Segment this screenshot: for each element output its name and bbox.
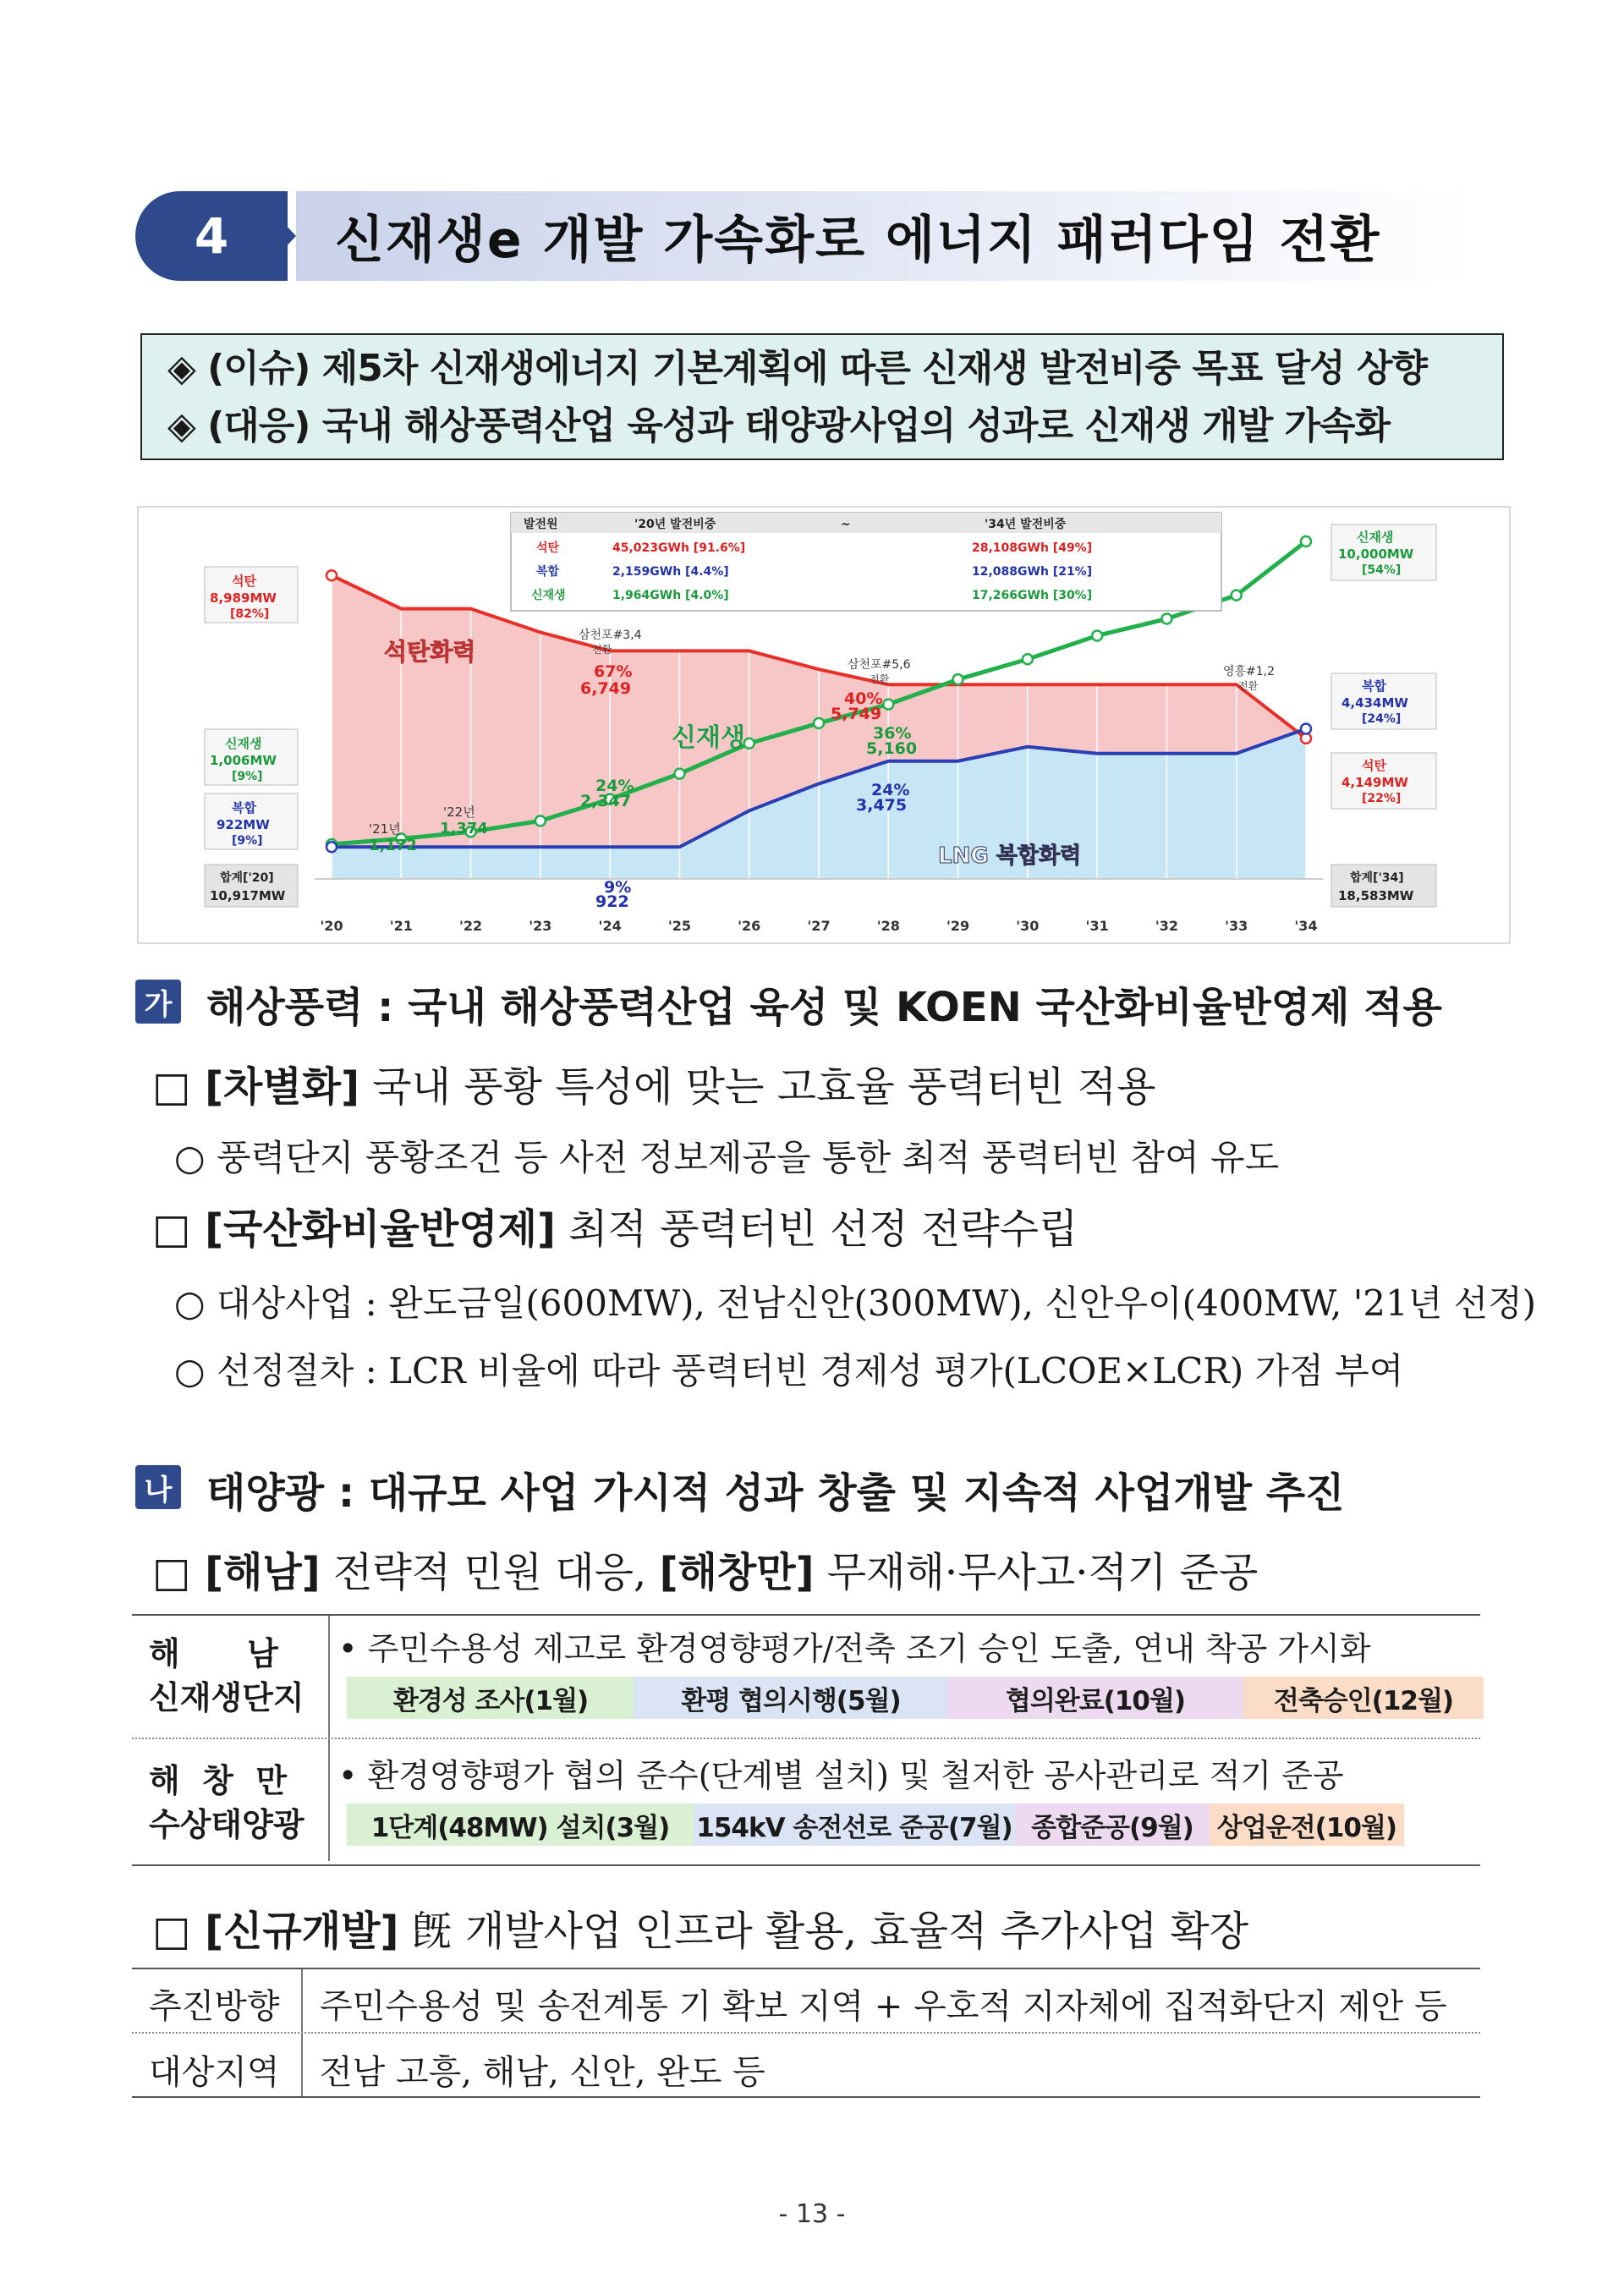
- left-lng-pct: [9%]: [232, 834, 263, 848]
- label-p28-coal-pct: 40%: [844, 689, 883, 708]
- page-title: 신재생e 개발 가속화로 에너지 패러다임 전환: [335, 211, 1381, 270]
- generation-capacity-chart: [137, 506, 1511, 944]
- annotation-samcheonpo56-sub: 전환: [870, 673, 890, 685]
- x-axis-ticks: [320, 918, 1317, 934]
- subitem-target-projects: ○ 대상사업 : 완도금일(600MW), 전남신안(300MW), 신안우이(400MW, '21년 선정): [174, 1282, 1537, 1324]
- table-row-coal-2034: 28,108GWh [49%]: [972, 541, 1093, 555]
- left-renew-value: 1,006MW: [210, 753, 277, 768]
- annotation-samcheonpo34: 삼천포#3,4: [579, 629, 642, 642]
- left-labels: [205, 567, 298, 907]
- left-coal-name: 석탄: [232, 574, 256, 589]
- table-row-lng-name: 복합: [536, 565, 560, 579]
- table-row-divider: [132, 1738, 1480, 1739]
- annotation-samcheonpo34-sub: 전환: [592, 644, 612, 656]
- label-p21-val: 1,172: [369, 837, 417, 854]
- stage-haenam-3: 협의완료(10월): [947, 1677, 1243, 1719]
- stage-haechangman-4: 상업운전(10월): [1210, 1804, 1404, 1846]
- right-coal-value: 4,149MW: [1341, 775, 1408, 790]
- row-bullet-haechangman: • 환경영향평가 협의 준수(단계별 설치) 및 철저한 공사관리로 적기 준공: [338, 1757, 1344, 1794]
- item-text: 旣 개발사업 인프라 활용, 효율적 추가사업 확장: [398, 1908, 1249, 1955]
- right-renew-name: 신재생: [1357, 530, 1394, 545]
- stage-haechangman-1: 1단계(48MW) 설치(3월): [347, 1804, 694, 1846]
- renew-point: [883, 700, 893, 710]
- renew-point: [1023, 654, 1033, 664]
- label-p24-lng-pct: 9%: [604, 878, 632, 897]
- subitem-selection-procedure: ○ 선정절차 : LCR 비율에 따라 풍력터빈 경제성 평가(LCOE×LCR) 가점 부여: [174, 1350, 1404, 1392]
- x-tick-label: '24: [598, 918, 622, 934]
- x-tick-label: '26: [738, 918, 761, 934]
- stage-haenam-4: 전축승인(12월): [1243, 1677, 1484, 1719]
- left-renew-name: 신재생: [225, 736, 262, 751]
- table-header-tilde: ~: [841, 518, 851, 531]
- generation-share-table: [511, 513, 1221, 611]
- x-tick-label: '22: [458, 918, 483, 934]
- lng-area-label: LNG 복합화력: [938, 843, 1082, 869]
- item-localization: [152, 1196, 1078, 1255]
- section-badge-na: 나: [135, 1465, 181, 1509]
- row-bullet-haenam: • 주민수용성 제고로 환경영향평가/전축 조기 승인 도출, 연내 착공 가시화: [338, 1630, 1371, 1667]
- item-text: 최적 풍력터빈 선정 전략수립: [555, 1205, 1078, 1253]
- table3-top-rule: [132, 1968, 1480, 1969]
- row-head-haechangman-1: 해 창 만: [149, 1762, 288, 1799]
- label-p22-val: 1,374: [440, 820, 488, 837]
- row-head-haechangman-2: 수상태양광: [149, 1806, 304, 1843]
- right-lng-pct: [24%]: [1362, 712, 1402, 726]
- stage-haenam-2: 환평 협의시행(5월): [634, 1677, 947, 1719]
- page-number: - 13 -: [778, 2199, 846, 2229]
- item-key: [해창만]: [659, 1549, 815, 1596]
- right-total-value: 18,583MW: [1338, 888, 1414, 903]
- x-tick-label: '32: [1155, 918, 1179, 934]
- response-line: ◈ (대응) 국내 해상풍력산업 육성과 태양광사업의 성과로 신재생 개발 가속화: [167, 404, 1391, 447]
- label-p22-year: '22년: [443, 804, 475, 820]
- renew-point: [744, 738, 754, 749]
- right-lng-name: 복합: [1362, 678, 1386, 694]
- right-total-name: 합계['34]: [1350, 871, 1404, 885]
- item-differentiation: [152, 1054, 1155, 1112]
- label-p28-renew-pct: 36%: [873, 724, 912, 743]
- annotation-yeongheung12-sub: 전환: [1238, 680, 1259, 692]
- x-tick-label: '34: [1294, 918, 1318, 934]
- section-title-solar: 태양광 : 대규모 사업 가시적 성과 창출 및 지속적 사업개발 추진: [206, 1469, 1345, 1517]
- coal-area-label: 석탄화력: [384, 638, 476, 666]
- right-renew-pct: [54%]: [1362, 563, 1402, 577]
- x-tick-label: '31: [1085, 918, 1109, 934]
- item-key: □ [해남]: [152, 1549, 321, 1596]
- table3-text-region: 전남 고흥, 해남, 신안, 완도 등: [320, 2053, 765, 2092]
- renew-point: [1161, 614, 1171, 624]
- label-p24-renew-val: 2,347: [580, 792, 632, 810]
- renew-area-label: 신재생: [672, 723, 745, 753]
- left-lng-value: 922MW: [217, 817, 270, 832]
- table3-text-direction: 주민수용성 및 송전계통 기 확보 지역 + 우호적 지자체에 집적화단지 제안 등: [320, 1987, 1447, 2026]
- item-key: □ [차별화]: [152, 1063, 360, 1111]
- chart-svg: [139, 508, 1509, 942]
- stage-haechangman-3: 종합준공(9월): [1015, 1804, 1210, 1846]
- left-coal-pct: [82%]: [230, 607, 270, 621]
- label-p28-lng-pct: 24%: [871, 781, 910, 799]
- table-top-rule: [132, 1614, 1480, 1616]
- left-coal-value: 8,989MW: [210, 590, 277, 606]
- left-lng-name: 복합: [232, 800, 256, 815]
- coal-point: [326, 570, 337, 580]
- renew-point: [674, 769, 684, 779]
- right-lng-value: 4,434MW: [1341, 695, 1408, 711]
- label-p28-coal-val: 5,749: [831, 705, 882, 723]
- label-p21-year: '21년: [369, 821, 401, 837]
- right-labels: [1331, 524, 1436, 907]
- stage-haenam-1: 환경성 조사(1월): [347, 1677, 634, 1719]
- subitem-wind-info: ○ 풍력단지 풍황조건 등 사전 정보제공을 통한 최적 풍력터빈 참여 유도: [174, 1137, 1280, 1178]
- x-tick-label: '27: [807, 918, 831, 934]
- lng-point: [1301, 724, 1311, 734]
- section-title-offshore-wind: 해상풍력 : 국내 해상풍력산업 육성 및 KOEN 국산화비율반영제 적용: [206, 984, 1442, 1031]
- renew-point: [1092, 630, 1102, 640]
- item-new-development: [152, 1898, 1248, 1957]
- table-row-lng-2020: 2,159GWh [4.4%]: [612, 565, 729, 579]
- left-total-value: 10,917MW: [210, 888, 286, 903]
- right-coal-pct: [22%]: [1362, 792, 1402, 805]
- section-badge-ga: 가: [135, 980, 181, 1024]
- issue-line: ◈ (이슈) 제5차 신재생에너지 기본계획에 따른 신재생 발전비중 목표 달성 상향: [167, 347, 1427, 390]
- lng-point: [326, 842, 337, 852]
- table-row-lng-2034: 12,088GWh [21%]: [972, 565, 1093, 579]
- renew-point: [535, 815, 546, 826]
- renew-point: [953, 674, 963, 684]
- table-row-coal-2020: 45,023GWh [91.6%]: [612, 541, 746, 555]
- x-tick-label: '28: [876, 918, 900, 934]
- label-p24-coal-pct: 67%: [594, 662, 633, 681]
- x-tick-label: '30: [1016, 918, 1040, 934]
- stage-haechangman-2: 154kV 송전선로 준공(7월): [694, 1804, 1015, 1846]
- x-tick-label: '20: [320, 918, 343, 934]
- annotation-samcheonpo56: 삼천포#5,6: [848, 658, 911, 672]
- renew-point: [1232, 590, 1242, 601]
- renew-point: [814, 718, 824, 728]
- table3-bottom-rule: [132, 2096, 1480, 2098]
- left-renew-pct: [9%]: [232, 770, 263, 783]
- item-key: □ [신규개발]: [152, 1908, 399, 1955]
- right-coal-name: 석탄: [1362, 758, 1386, 773]
- annotation-yeongheung12: 영흥#1,2: [1223, 665, 1276, 678]
- x-tick-label: '25: [667, 918, 692, 934]
- table-header-2020: '20년 발전비중: [634, 518, 716, 531]
- table3-head-direction: 추진방향: [149, 1987, 280, 2026]
- chevron-right-icon: [254, 191, 296, 281]
- left-total-name: 합계['20]: [220, 871, 274, 885]
- table-bottom-rule: [132, 1864, 1480, 1866]
- label-p28-renew-val: 5,160: [866, 739, 918, 758]
- row-head-haenam-2: 신재생단지: [149, 1679, 304, 1716]
- label-p28-lng-val: 3,475: [856, 796, 908, 815]
- section-number: 4: [194, 207, 229, 265]
- table3-row-divider: [132, 2032, 1480, 2034]
- x-tick-label: '21: [389, 918, 413, 934]
- table-row-renew-2034: 17,266GWh [30%]: [972, 589, 1093, 602]
- x-tick-label: '23: [529, 918, 552, 934]
- table-row-renew-name: 신재생: [531, 589, 566, 602]
- renew-point: [1301, 536, 1311, 546]
- item-text: 전략적 민원 대응,: [320, 1549, 660, 1596]
- x-tick-label: '29: [946, 918, 970, 934]
- table-header-source: 발전원: [524, 518, 558, 531]
- label-p24-coal-val: 6,749: [580, 679, 632, 698]
- table-header-2034: '34년 발전비중: [985, 518, 1067, 531]
- table3-head-region: 대상지역: [149, 2053, 280, 2092]
- item-text: 무재해·무사고·적기 준공: [814, 1549, 1259, 1596]
- item-key: □ [국산화비율반영제]: [152, 1205, 556, 1253]
- label-p24-lng-val: 922: [595, 892, 629, 911]
- label-p24-renew-pct: 24%: [595, 777, 634, 795]
- item-haenam-haechangman: [152, 1540, 1258, 1598]
- x-tick-label: '33: [1225, 918, 1248, 934]
- row-head-haenam-1: 해 남: [149, 1635, 278, 1672]
- table-row-renew-2020: 1,964GWh [4.0%]: [612, 589, 729, 602]
- right-renew-value: 10,000MW: [1338, 546, 1414, 562]
- table-row-coal-name: 석탄: [536, 541, 560, 555]
- item-text: 국내 풍황 특성에 맞는 고효율 풍력터빈 적용: [359, 1063, 1156, 1111]
- issue-summary-box: [140, 333, 1504, 460]
